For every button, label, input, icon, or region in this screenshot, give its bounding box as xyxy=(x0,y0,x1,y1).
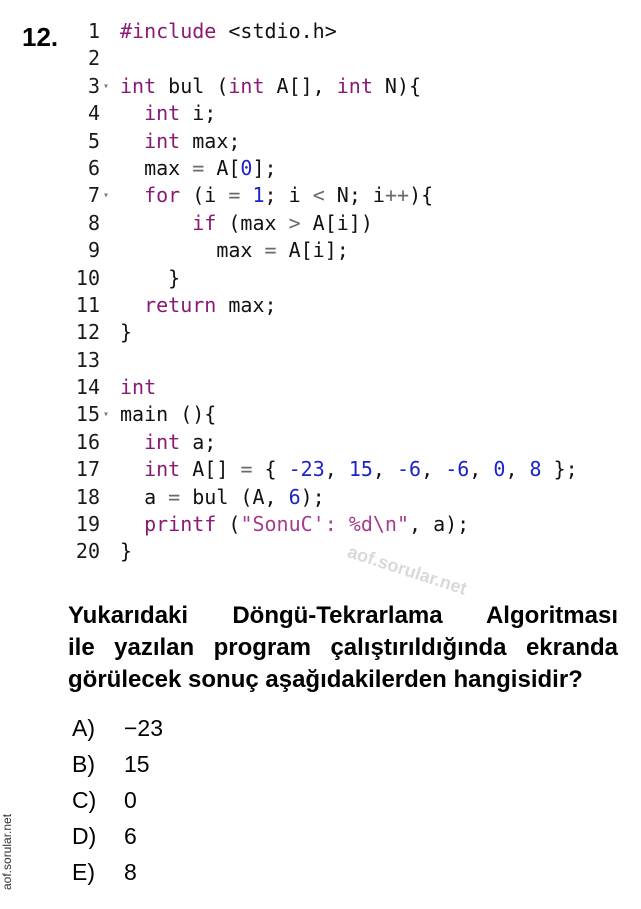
question-line: görülecek sonuç aşağıdakilerden hangisidir? xyxy=(68,666,583,693)
code-text xyxy=(120,292,277,319)
code-token: ); xyxy=(300,484,325,509)
line-number: 13 xyxy=(75,347,100,372)
code-text xyxy=(120,511,469,538)
code-token xyxy=(120,512,144,536)
code-token: bul (A, xyxy=(180,484,289,509)
code-token: main (){ xyxy=(120,402,217,427)
code-token: "SonuC': %d\n" xyxy=(240,512,410,537)
code-text xyxy=(120,319,132,346)
code-token: if xyxy=(192,210,217,235)
option-value: 8 xyxy=(124,859,137,885)
code-token: int xyxy=(144,429,181,454)
answer-options xyxy=(72,710,163,890)
code-token: for xyxy=(144,183,181,208)
code-token: <stdio.h> xyxy=(216,19,337,43)
code-token: ; i xyxy=(264,183,313,208)
code-text xyxy=(120,265,180,292)
code-token: , xyxy=(421,457,446,482)
code-token: , xyxy=(324,457,349,482)
code-token: }; xyxy=(541,457,578,482)
question-line: Yukarıdaki Döngü-Tekrarlama Algoritması xyxy=(68,602,618,629)
code-token xyxy=(120,457,144,481)
code-text xyxy=(120,128,240,155)
code-token: max xyxy=(120,238,265,263)
line-number: 18 xyxy=(75,484,100,509)
code-text xyxy=(120,484,325,511)
fold-arrow-icon: ▾ xyxy=(103,190,110,202)
code-token: N; i xyxy=(324,183,385,208)
option-value: 0 xyxy=(124,787,137,813)
code-token xyxy=(120,183,144,207)
option-letter: A) xyxy=(72,715,95,741)
code-token: ){ xyxy=(409,183,434,208)
code-token: i; xyxy=(180,101,217,126)
code-token: ++ xyxy=(384,183,410,208)
option-letter: D) xyxy=(72,823,97,849)
code-token: = xyxy=(264,238,277,263)
code-text xyxy=(120,182,433,209)
line-number: 12 xyxy=(75,320,100,345)
code-token: max; xyxy=(180,128,241,153)
code-token: A[i]; xyxy=(276,238,349,263)
code-token: int xyxy=(228,73,265,98)
code-text xyxy=(120,429,216,456)
code-token: { xyxy=(252,457,289,482)
code-token: = xyxy=(168,484,181,509)
code-token xyxy=(120,101,144,125)
code-token: #include xyxy=(120,19,217,43)
code-text xyxy=(120,401,216,428)
answer-option[interactable] xyxy=(72,746,163,782)
option-letter: C) xyxy=(72,787,97,813)
code-token: bul ( xyxy=(156,73,229,98)
code-token: (max xyxy=(216,210,289,235)
code-token: 15 xyxy=(348,457,373,482)
side-watermark: aof.sorular.net xyxy=(0,813,14,890)
code-token: 6 xyxy=(288,484,301,509)
code-token: (i xyxy=(180,183,229,208)
code-token: 1 xyxy=(252,183,265,208)
line-number: 4 xyxy=(87,101,100,126)
option-letter: B) xyxy=(72,751,95,777)
option-value: 6 xyxy=(124,823,137,849)
code-token: A[i]) xyxy=(300,210,373,235)
line-number: 14 xyxy=(75,375,100,400)
code-token: , xyxy=(372,457,398,482)
question-line: ile yazılan program çalıştırıldığında ekranda xyxy=(68,634,618,661)
answer-option[interactable] xyxy=(72,818,163,854)
answer-option[interactable] xyxy=(72,782,163,818)
line-number: 7 xyxy=(87,183,100,208)
code-token: = xyxy=(240,457,253,482)
answer-option[interactable] xyxy=(72,854,163,890)
code-token: , xyxy=(505,457,530,482)
code-text xyxy=(120,456,578,483)
code-token xyxy=(120,293,144,317)
code-token: A[] xyxy=(180,457,241,482)
code-text xyxy=(120,18,337,45)
code-text xyxy=(120,237,349,264)
code-token: -6 xyxy=(445,457,470,482)
code-token: int xyxy=(336,73,373,98)
line-number: 1 xyxy=(87,19,100,43)
code-token: , xyxy=(469,457,494,482)
watermark: aof.sorular.net xyxy=(345,541,470,599)
code-token: max xyxy=(120,155,193,180)
line-number: 10 xyxy=(75,265,100,290)
line-number: 19 xyxy=(75,512,100,537)
code-token: int xyxy=(120,73,157,98)
code-token: N){ xyxy=(372,73,422,98)
line-number: 9 xyxy=(87,238,100,263)
fold-arrow-icon: ▾ xyxy=(103,409,110,421)
code-text xyxy=(120,374,156,401)
code-token xyxy=(120,129,144,153)
code-token: 0 xyxy=(240,155,253,180)
question-text xyxy=(68,600,618,696)
code-token: ( xyxy=(216,512,241,537)
code-token: } xyxy=(120,265,181,290)
line-number: 11 xyxy=(75,292,100,317)
code-token xyxy=(240,183,252,207)
code-token: } xyxy=(120,320,133,345)
fold-arrow-icon: ▾ xyxy=(103,80,110,92)
code-token: int xyxy=(144,101,181,126)
code-token: A[], xyxy=(264,73,337,98)
code-token: } xyxy=(120,539,133,564)
code-token: > xyxy=(288,210,301,235)
code-token: printf xyxy=(144,512,217,537)
code-text xyxy=(120,155,277,182)
code-token: = xyxy=(228,183,241,208)
answer-option[interactable] xyxy=(72,710,163,746)
code-token: -23 xyxy=(288,457,325,482)
line-number: 2 xyxy=(87,46,100,71)
line-number: 5 xyxy=(87,128,100,153)
code-token: int xyxy=(144,128,181,153)
code-token: ]; xyxy=(252,155,277,180)
line-number: 8 xyxy=(87,210,100,235)
code-token: a xyxy=(120,484,169,509)
option-value: 15 xyxy=(124,751,150,777)
line-number: 17 xyxy=(75,457,100,482)
code-token: 0 xyxy=(493,457,506,482)
option-value: −23 xyxy=(124,715,164,741)
line-number: 3 xyxy=(87,73,100,98)
option-letter: E) xyxy=(72,859,95,885)
code-text xyxy=(120,210,373,237)
line-number: 6 xyxy=(87,155,100,180)
code-text xyxy=(120,73,421,100)
question-number: 12. xyxy=(22,22,59,52)
code-token: return xyxy=(144,292,217,317)
code-token: 8 xyxy=(529,457,542,482)
line-number: 16 xyxy=(75,429,100,454)
code-token: int xyxy=(144,457,181,482)
code-token: A[ xyxy=(204,155,241,180)
code-token: max; xyxy=(216,292,277,317)
line-number: 20 xyxy=(75,539,100,564)
code-token: , a); xyxy=(409,512,470,537)
code-token xyxy=(120,430,144,454)
code-token: -6 xyxy=(397,457,422,482)
code-token: int xyxy=(120,375,157,400)
code-token: = xyxy=(192,155,205,180)
code-text xyxy=(120,100,216,127)
code-text xyxy=(120,538,132,565)
line-number: 15 xyxy=(75,402,100,427)
code-token xyxy=(120,211,192,235)
code-token: a; xyxy=(180,429,217,454)
code-token: < xyxy=(312,183,325,208)
